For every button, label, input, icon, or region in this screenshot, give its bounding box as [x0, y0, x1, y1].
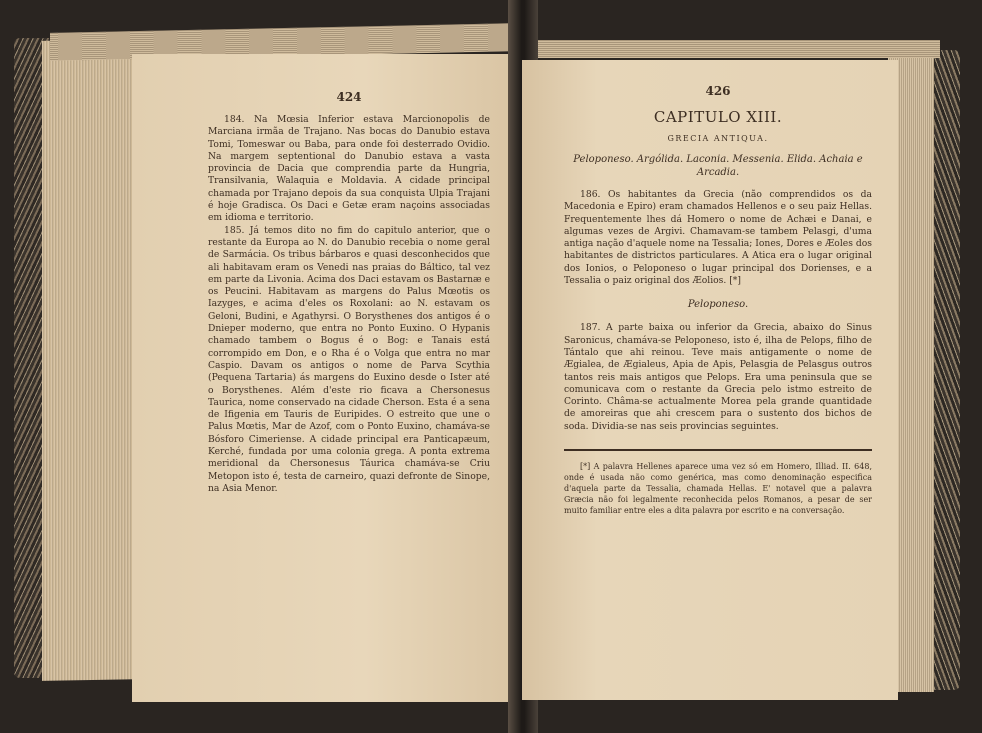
chapter-regions: Peloponeso. Argólida. Laconia. Messenia. Elida. Achaia e Arcadia.	[573, 154, 863, 178]
section-heading: Peloponeso.	[687, 299, 749, 311]
left-page-number: 424	[336, 90, 362, 104]
page-block-edge-top-right	[520, 40, 940, 58]
chapter-title: CAPITULO XIII.	[653, 108, 783, 126]
footnote-divider	[564, 449, 872, 451]
chapter-subtitle: GRECIA ANTIQUA.	[667, 134, 769, 143]
paragraph-185: 185. Já temos dito no fim do capitulo anterior, que o restante da Europa ao N. do Danubio recebia o nome geral de Sarmácia. Os tribus bárbaros e quasi desconhecidos que ali habitavam eram os Venedi nas praias do Báltico, tal vez em parte da Livonia. Acima dos Daci estavam os Bastarnæ e os Peucini. Habitavam as margens do Palus Mœotis os Iazyges, e acima d'eles os Roxolani: ao N. estavam os Geloni, Budini, e Agathyrsi. O Borysthenes dos antigos é o Dnieper moderno, que entra no Ponto Euxino. O Hypanis chamado tambem o Bogus é o Bog: e Tanais está corrompido em Don, e o Rha é o Volga que entra no mar Caspio. Davam os antigos o nome de Parva Scythia (Pequena Tartaria) ás margens do Euxino desde o Ister até o Borysthenes. Além d'este rio ficava a Chersonesus Taurica, nome conservado na cidade Cherson. Esta é a sena de Ifigenia em Tauris de Euripides. O estreito que une o Palus Mœtis, Mar de Azof, com o Ponto Euxino, chamáva-se Bósforo Cimeriense. A cidade principal era Panticapæum, Kerché, fundada por uma colonia grega. A ponta extrema meridional da Chersonesus Táurica chamáva-se Criu Metopon isto é, testa de carneiro, quazi defronte de Sinope, na Asia Menor.	[208, 224, 491, 494]
paragraph-187: 187. A parte baixa ou inferior da Grecia, abaixo do Sinus Saronicus, chamáva-se Peloponeso, isto é, ilha de Pelops, filho de Tántalo que ahi reinou. Teve mais antigamente o nome de Ægialea, de Ægialeus, Apia de Apis, Pelasgia de Pelasgus outros tantos reis mais antigos que Pelops. Era uma peninsula que se comunicava com o restante da Grecia pelo istmo estreito de Corinto. Châma-se actualmente Morea pela grande quantidade de amoreiras que ahi crescem para o sustento dos bichos de soda. Dividia-se nas seis provincias seguintes.	[564, 322, 872, 432]
right-page	[522, 60, 898, 700]
paragraph-186: 186. Os habitantes da Grecia (não comprendidos os da Macedonia e Epiro) eram chamados Hellenos e o seu paiz Hellas. Frequentemente lhes dá Homero o nome de Achæi e Danai, e algumas vezes de Argivi. Chamavam-se tambem Pelasgi, d'uma antiga nação d'aquele nome na Tessalia; Iones, Dores e Æoles dos habitantes de districtos particulares. A Atica era o lugar original dos Ionios, o Peloponeso o lugar principal dos Dorienses, e a Tessalia o paiz original dos Æolios. [*]	[564, 189, 872, 287]
paragraph-184: 184. Na Mœsia Inferior estava Marcionopolis de Marciana irmãa de Trajano. Nas bocas do Danubio estava Tomi, Tomeswar ou Baba, para onde foi desterrado Ovidio. Na margem septentional do Danubio estava a vasta provincia de Dacia que comprendia parte da Hungria, Transilvania, Walaquia e Moldavia. A cidade principal chamada por Trajano depois da sua conquista Ulpia Trajani é hoje Gradisca. Os Daci e Getæ eram naçoins associadas em idioma e territorio.	[208, 114, 490, 224]
right-page-number: 426	[705, 84, 731, 98]
left-page	[132, 54, 520, 702]
footnote: [*] A palavra Hellenes aparece uma vez só em Homero, Illiad. II. 648, onde é usada não como genérica, mas como denominação especifica d'aquela parte da Tessalia, chamada Hellas. E' notavel que a palavra Græcia não foi legalmente reconhecida pelos Romanos, a pesar de ser muito familiar entre eles a dita palavra por escrito e na conversação.	[564, 462, 872, 516]
page-block-edge-left	[42, 39, 142, 681]
